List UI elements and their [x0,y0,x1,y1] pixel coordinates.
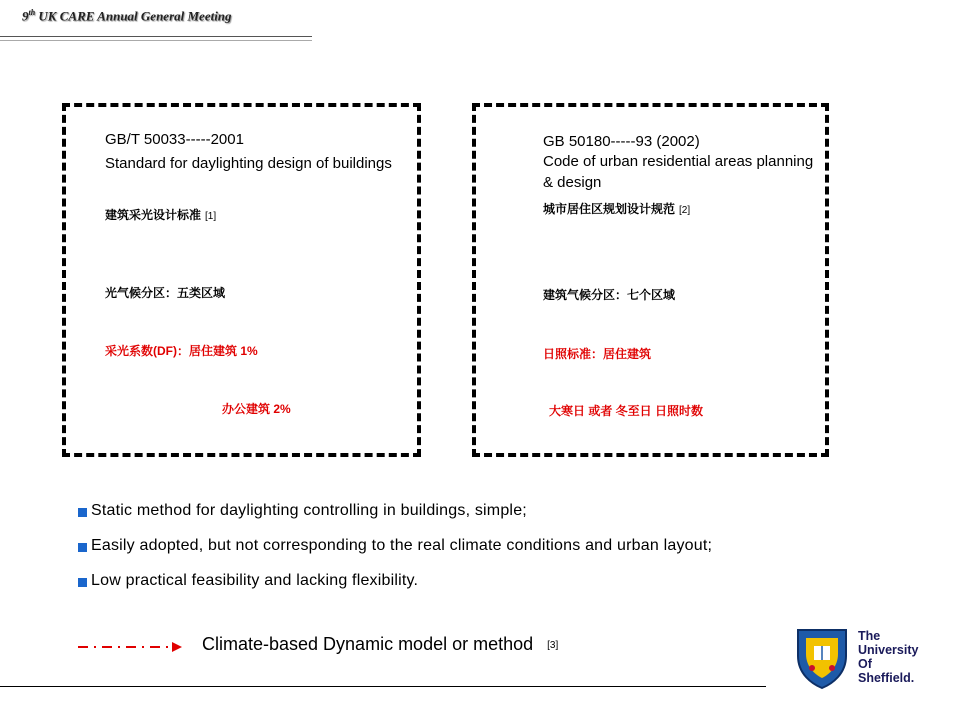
logo-line-1: The [858,629,881,643]
right-standard-code: GB 50180-----93 (2002) [543,133,700,150]
bullet-text: Low practical feasibility and lacking flexibility. [91,572,419,589]
right-standard-cn-title [543,200,690,217]
left-ref: [1] [205,211,217,222]
header-rule [0,36,312,37]
left-climate-zones: 光气候分区：五类区域 [105,286,226,300]
dash-arrow-icon [76,640,186,654]
conclusion [202,634,558,655]
right-sunlight-standard: 日照标准：居住建筑 [543,347,652,361]
right-sunlight-hours: 大寒日 或者 冬至日 日照时数 [549,404,704,418]
left-standard-code: GB/T 50033-----2001 [105,131,244,148]
meeting-title: UK CARE Annual General Meeting [38,8,232,24]
left-daylight-factor-office: 办公建筑 2% [222,402,291,416]
ordinal-suffix: th [28,8,36,17]
conclusion-text: Climate-based Dynamic model or method [202,634,534,654]
right-cn-title-text: 城市居住区规划设计规范 [543,202,676,216]
ordinal-number: 9 [22,8,29,24]
right-ref: [2] [679,205,691,216]
right-standard-name: Code of urban residential areas planning & design [543,153,814,191]
logo-line-3: Of [858,657,872,671]
conclusion-ref: [3] [547,639,559,651]
header-rule-secondary [0,40,312,41]
bullet-square-icon [78,578,87,587]
logo-line-4: Sheffield. [858,671,915,685]
left-cn-title-text: 建筑采光设计标准 [105,208,202,222]
bullet-square-icon [78,543,87,552]
university-crest-icon [792,626,852,690]
bullet-text: Easily adopted, but not corresponding to the real climate conditions and urban layout; [91,537,713,554]
right-climate-zones: 建筑气候分区：七个区域 [543,288,676,302]
university-name [858,629,918,685]
left-daylight-factor-residential: 采光系数(DF)：居住建筑 1% [105,344,258,358]
left-standard-cn-title [105,206,216,223]
university-logo [792,626,924,692]
bullet-square-icon [78,508,87,517]
bullet-text: Static method for daylighting controlling in buildings, simple; [91,502,527,519]
footer-rule [0,686,766,687]
logo-line-2: University [858,643,919,657]
left-standard-name: Standard for daylighting design of buildings [105,155,392,172]
header-title [22,8,232,24]
